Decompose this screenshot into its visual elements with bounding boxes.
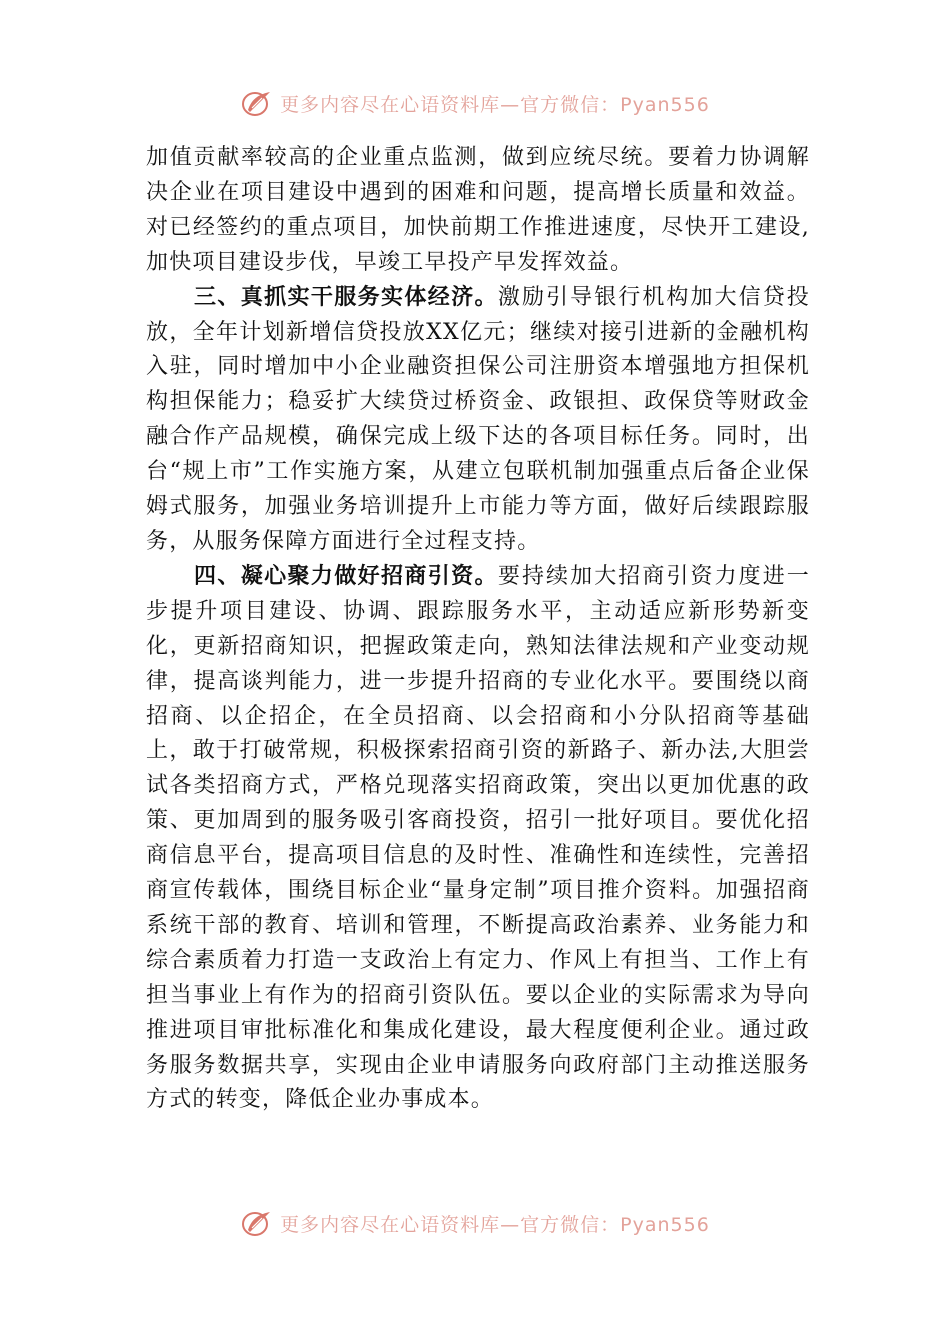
- document-body: [146, 141, 810, 1118]
- paragraph-body: 要持续加大招商引资力度进一步提升项目建设、协调、跟踪服务水平，主动适应新形势新变化，更新招商知识，把握政策走向，熟知法律法规和产业变动规律，提高谈判能力，进一步提升招商的专业化水平。要围绕以商招商、以企招企，在全员招商、以会招商和小分队招商等基础上，敢于打破常规，积极探索招商引资的新路子、新办法,大胆尝试各类招商方式，严格兑现落实招商政策，突出以更加优惠的政策、更加周到的服务吸引客商投资，招引一批好项目。要优化招商信息平台，提高项目信息的及时性、准确性和连续性，完善招商宣传载体，围绕目标企业“量身定制”项目推介资料。加强招商系统干部的教育、培训和管理，不断提高政治素养、业务能力和综合素质着力打造一支政治上有定力、作风上有担当、工作上有担当事业上有作为的招商引资队伍。要以企业的实际需求为导向推进项目审批标准化和集成化建设，最大程度便利企业。通过政务服务数据共享，实现由企业申请服务向政府部门主动推送服务方式的转变，降低企业办事成本。: [146, 563, 810, 1113]
- watermark-footer: [0, 1208, 950, 1238]
- paragraph-continuation: [146, 141, 810, 281]
- watermark-text: 更多内容尽在心语资料库—官方微信：Pyan556: [280, 1213, 710, 1236]
- watermark-text: 更多内容尽在心语资料库—官方微信：Pyan556: [280, 93, 710, 116]
- section-heading-4: 四、凝心聚力做好招商引资。: [194, 563, 498, 589]
- paragraph-section-4: [146, 560, 810, 1119]
- paragraph-section-3: [146, 281, 810, 560]
- watermark-logo-icon: [240, 1208, 274, 1238]
- paragraph-body: 加值贡献率较高的企业重点监测，做到应统尽统。要着力协调解决企业在项目建设中遇到的困难和问题，提高增长质量和效益。对已经签约的重点项目，加快前期工作推进速度，尽快开工建设,加快项目建设步伐，早竣工早投产早发挥效益。: [146, 145, 810, 275]
- paragraph-body: 激励引导银行机构加大信贷投放，全年计划新增信贷投放XX亿元；继续对接引进新的金融机构入驻，同时增加中小企业融资担保公司注册资本增强地方担保机构担保能力；稳妥扩大续贷过桥资金、政银担、政保贷等财政金融合作产品规模，确保完成上级下达的各项目标任务。同时，出台“规上市”工作实施方案，从建立包联机制加强重点后备企业保姆式服务，加强业务培训提升上市能力等方面，做好后续跟踪服务，从服务保障方面进行全过程支持。: [146, 284, 810, 554]
- watermark-logo-icon: [240, 88, 274, 118]
- section-heading-3: 三、真抓实干服务实体经济。: [194, 284, 498, 310]
- watermark-header: [0, 88, 950, 118]
